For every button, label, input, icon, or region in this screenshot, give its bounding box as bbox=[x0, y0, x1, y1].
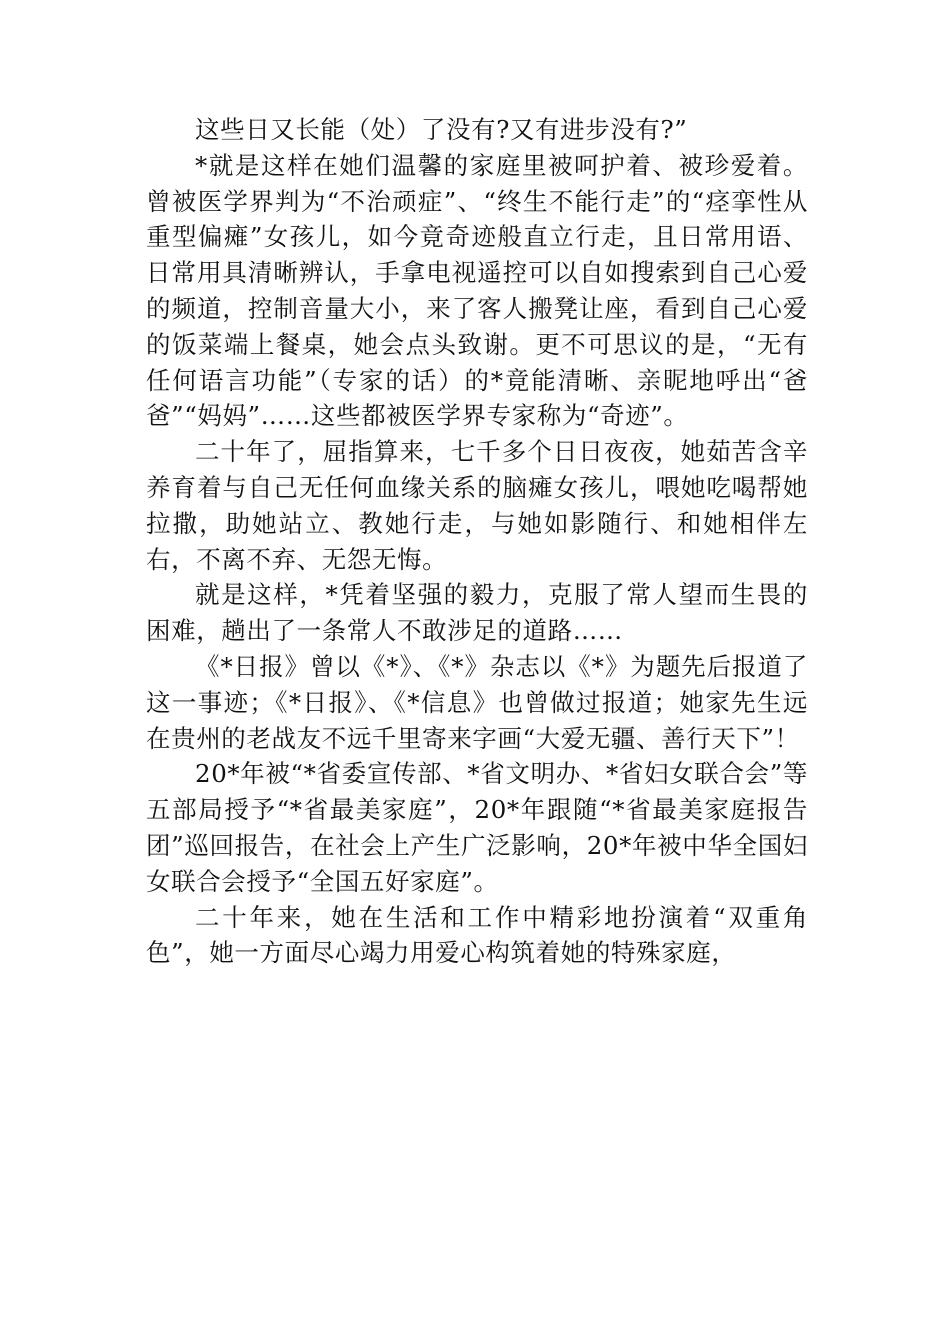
paragraph-6: 20*年被“*省委宣传部、*省文明办、*省妇女联合会”等五部局授予“*省最美家庭”，20*年跟随“*省最美家庭报告团”巡回报告，在社会上产生广泛影响，20*年被中华全国妇女联合会授予“全国五好家庭”。 bbox=[146, 759, 808, 896]
document-body bbox=[146, 112, 808, 971]
paragraph-2: *就是这样在她们温馨的家庭里被呵护着、被珍爱着。曾被医学界判为“不治顽症”、“终生不能行走”的“痉挛性从重型偏瘫”女孩儿，如今竟奇迹般直立行走，且日常用语、日常用具清晰辨认，手拿电视遥控可以自如搜索到自己心爱的频道，控制音量大小，来了客人搬凳让座，看到自己心爱的饭菜端上餐桌，她会点头致谢。更不可思议的是，“无有任何语言功能”（专家的话）的*竟能清晰、亲昵地呼出“爸爸”“妈妈”……这些都被医学界专家称为“奇迹”。 bbox=[146, 150, 808, 431]
paragraph-1: 这些日又长能（处）了没有?又有进步没有?” bbox=[195, 115, 688, 144]
paragraph-4: 就是这样，*凭着坚强的毅力，克服了常人望而生畏的困难，趟出了一条常人不敢涉足的道路…… bbox=[146, 580, 808, 646]
paragraph-5: 《*日报》曾以《*》、《*》杂志以《*》为题先后报道了这一事迹；《*日报》、《*信息》也曾做过报道；她家先生远在贵州的老战友不远千里寄来字画“大爱无疆、善行天下”！ bbox=[146, 651, 808, 753]
paragraph-3: 二十年了，屈指算来，七千多个日日夜夜，她茹苦含辛养育着与自己无任何血缘关系的脑瘫女孩儿，喂她吃喝帮她拉撒，助她站立、教她行走，与她如影随行、和她相伴左右，不离不弃、无怨无悔。 bbox=[146, 437, 808, 574]
paragraph-7: 二十年来，她在生活和工作中精彩地扮演着“双重角色”，她一方面尽心竭力用爱心构筑着她的特殊家庭， bbox=[146, 902, 808, 968]
